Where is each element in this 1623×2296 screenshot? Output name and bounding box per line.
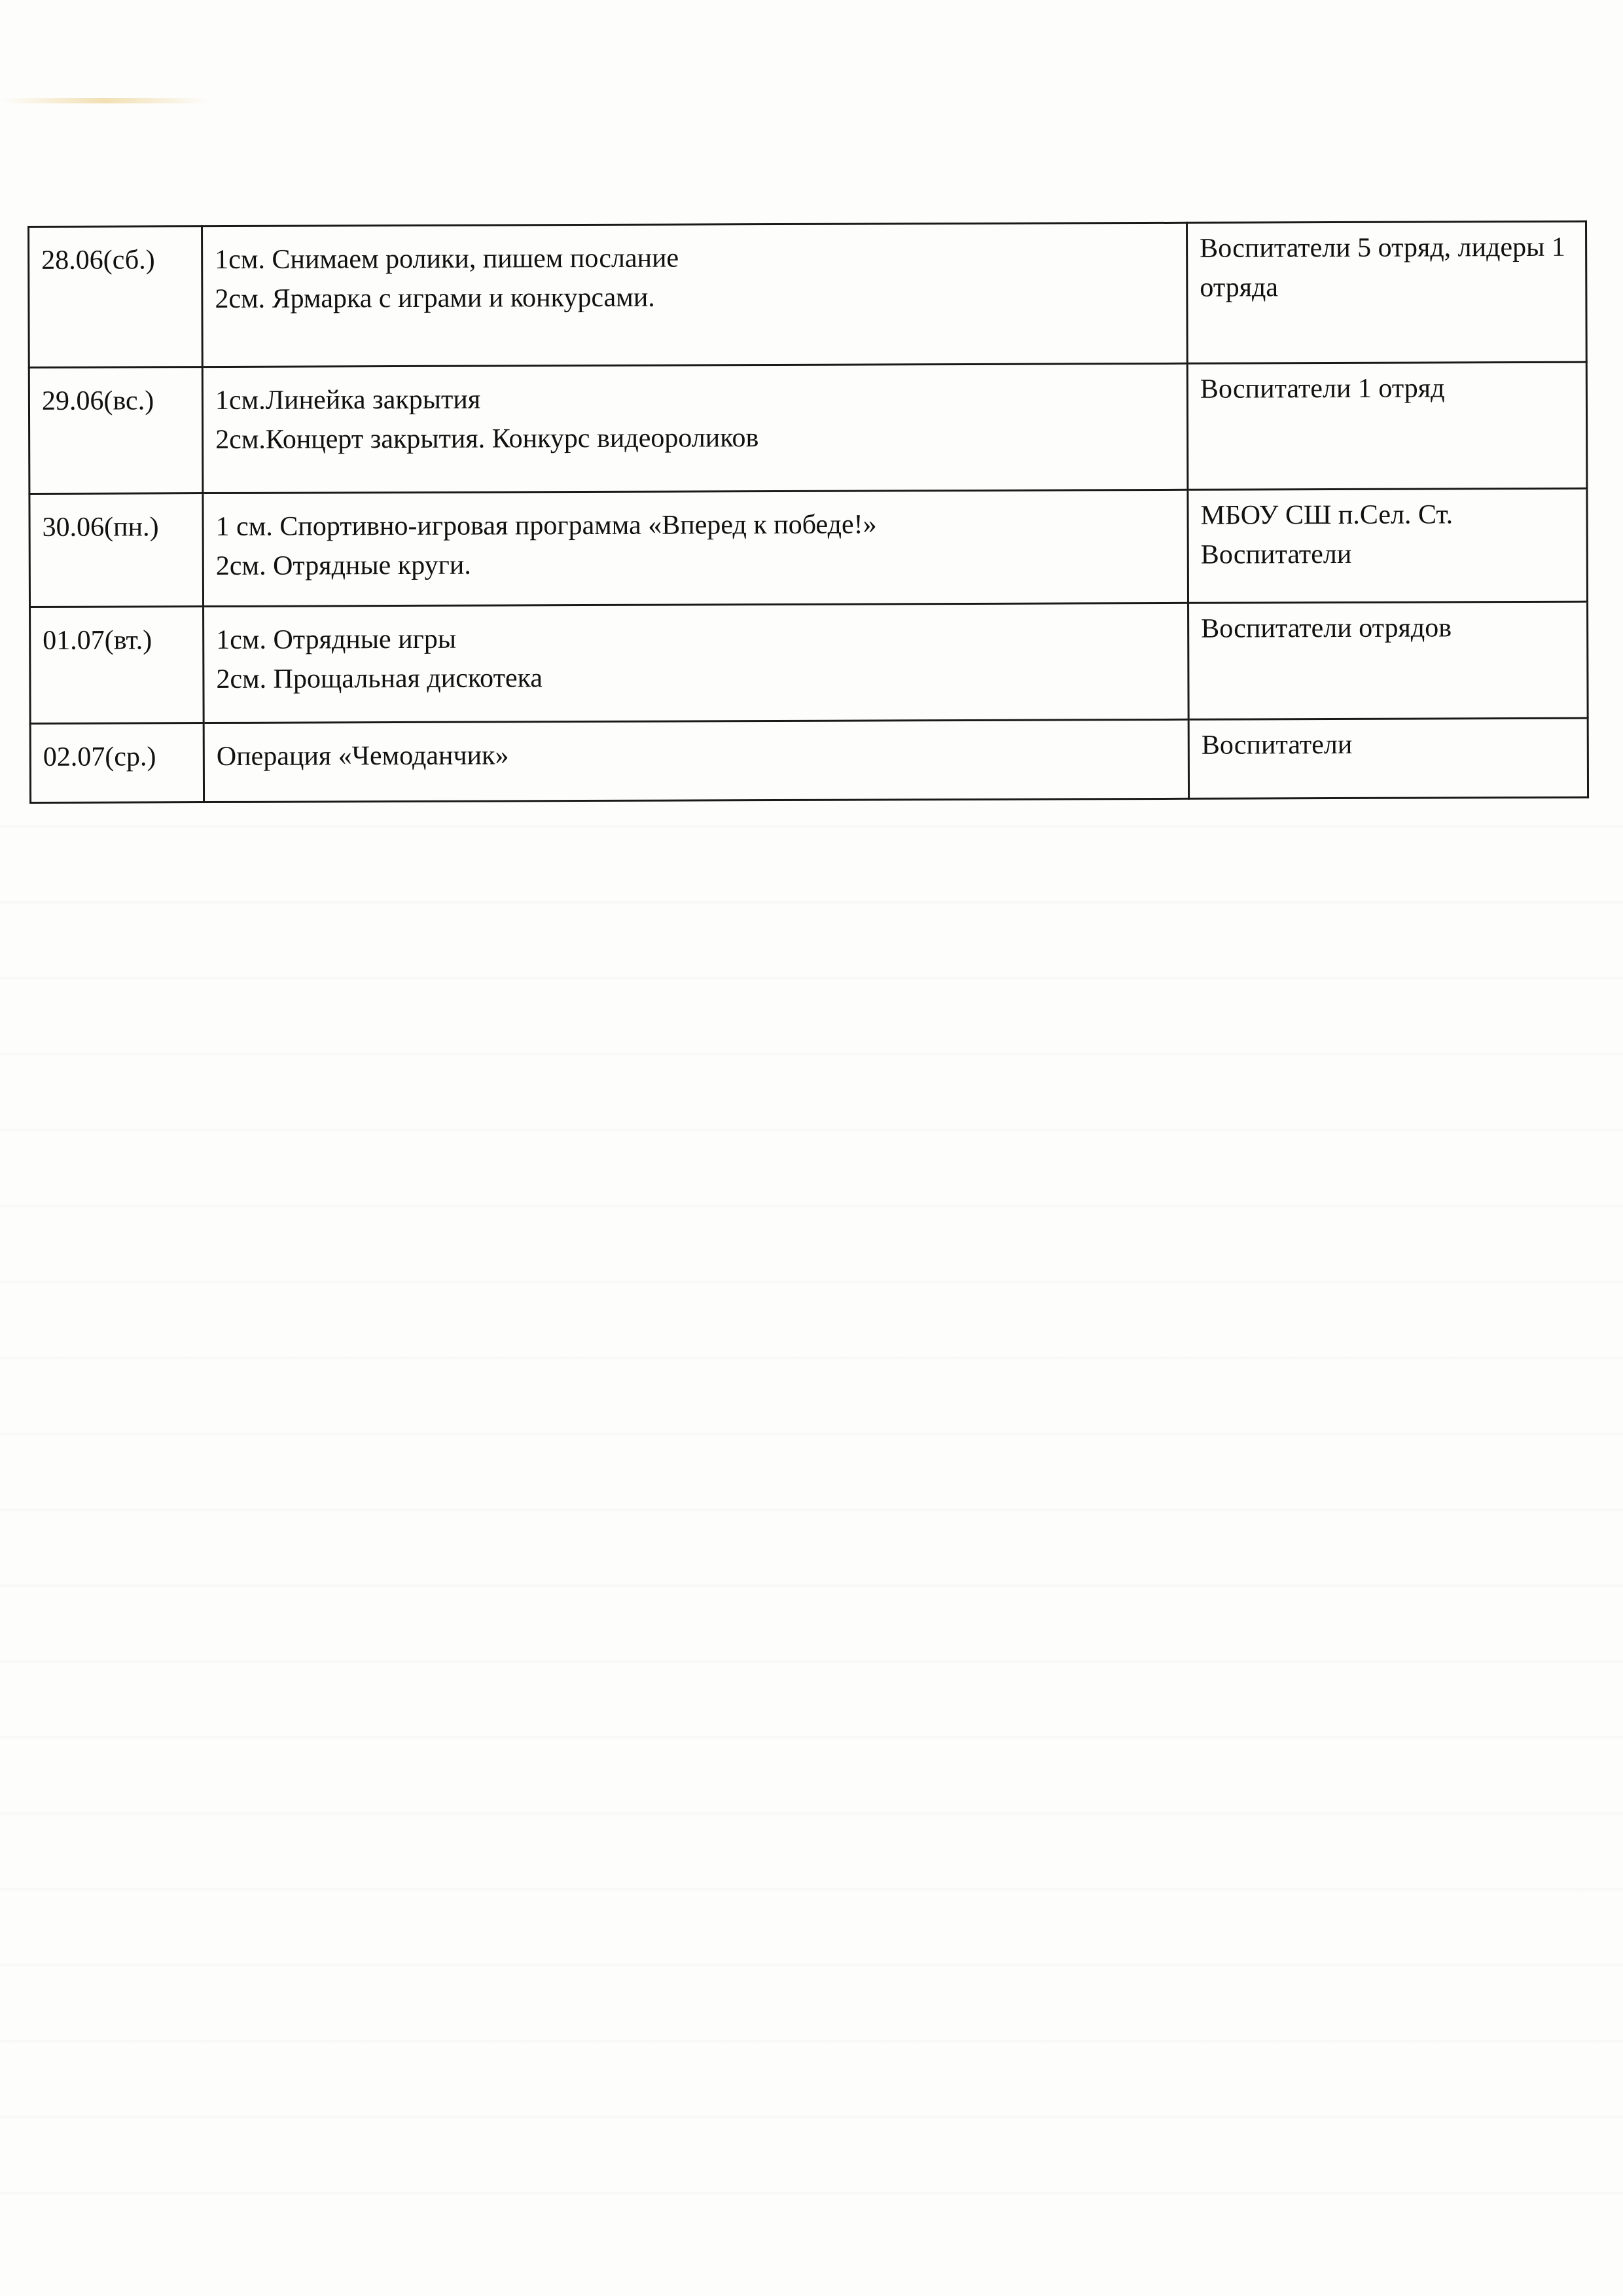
responsible-cell: МБОУ СШ п.Сел. Ст. Воспитатели — [1188, 488, 1588, 603]
schedule-table — [27, 221, 1589, 804]
responsible-cell: Воспитатели 5 отряд, лидеры 1 отряда — [1186, 221, 1586, 363]
activity-cell — [204, 719, 1188, 802]
date-cell: 28.06(сб.) — [29, 226, 203, 368]
activity-line: 2см. Отрядные круги. — [215, 550, 471, 581]
table-row — [30, 718, 1588, 802]
table-row — [29, 221, 1587, 367]
activity-line: Операция «Чемоданчик» — [216, 740, 509, 772]
bleed-through-text — [0, 753, 1623, 2225]
activity-line: 2см.Концерт закрытия. Конкурс видеороликов — [215, 423, 759, 455]
date-cell: 01.07(вт.) — [30, 607, 204, 724]
scan-artifact — [0, 98, 209, 103]
activity-cell — [204, 603, 1189, 723]
responsible-cell: Воспитатели отрядов — [1188, 601, 1588, 719]
table-row — [29, 488, 1588, 607]
activity-cell — [202, 363, 1188, 493]
activity-cell — [203, 490, 1188, 606]
date-cell: 30.06(пн.) — [29, 493, 204, 607]
table-row — [29, 362, 1587, 493]
activity-line: 1см. Снимаем ролики, пишем послание — [215, 243, 679, 276]
activity-cell — [202, 223, 1188, 367]
date-cell: 29.06(вс.) — [29, 367, 203, 494]
activity-line: 1 см. Спортивно-игровая программа «Вперед к победе!» — [215, 509, 877, 542]
activity-line: 2см. Прощальная дискотека — [216, 663, 543, 694]
responsible-cell: Воспитатели 1 отряд — [1187, 362, 1587, 490]
responsible-cell: Воспитатели — [1188, 718, 1588, 798]
table-row — [30, 601, 1588, 723]
activity-line: 2см. Ярмарка с играми и конкурсами. — [215, 282, 655, 315]
activity-line: 1см. Отрядные игры — [216, 624, 457, 655]
activity-line: 1см.Линейка закрытия — [215, 384, 481, 416]
date-cell: 02.07(ср.) — [30, 723, 204, 803]
